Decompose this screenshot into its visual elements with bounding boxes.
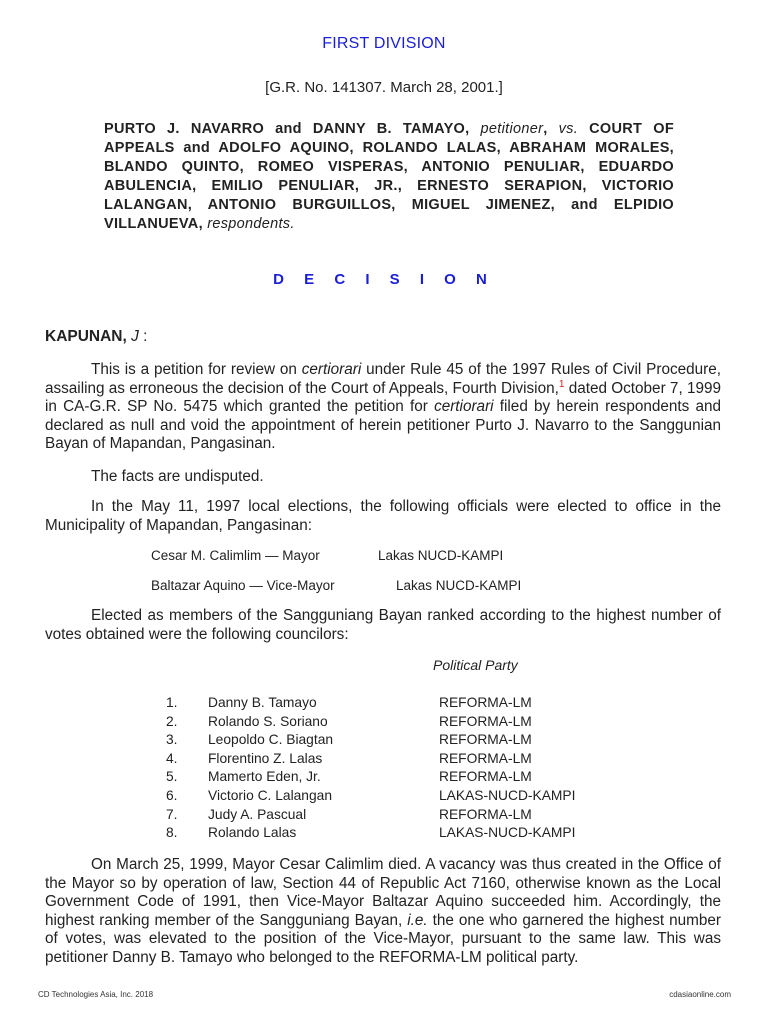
respondent-role: respondents. xyxy=(207,216,295,232)
paragraph-text: This is a petition for review on xyxy=(91,361,302,378)
councilor-party: REFORMA-LM xyxy=(439,769,532,785)
rank-cell: 1. xyxy=(166,695,178,710)
councilor-party: REFORMA-LM xyxy=(439,806,532,822)
councilor-name: Rolando S. Soriano xyxy=(208,713,328,729)
table-row xyxy=(160,768,639,787)
rank-cell: 7. xyxy=(166,806,178,822)
councilor-party: REFORMA-LM xyxy=(439,695,532,710)
councilors-table xyxy=(160,694,639,843)
petitioner-role: petitioner xyxy=(480,121,544,137)
table-row xyxy=(160,713,639,732)
paragraph-emphasis: certiorari xyxy=(434,398,494,416)
paragraph-text: On March 25, 1999, Mayor Cesar Calimlim died. A vacancy was thus created in the Office of the Mayor so by operation of law, Section 44 of Republic Act 7160, otherwise known as the Local Government Code of 1991, then Vice-Mayor Baltazar Aquino succeeded him. Accordingly, the highest ranking member of the Sangguniang Bayan, xyxy=(45,856,721,929)
rank-cell: 5. xyxy=(166,769,178,785)
rank-cell: 6. xyxy=(166,787,178,803)
rank-cell: 3. xyxy=(166,732,178,748)
table-row xyxy=(160,824,639,843)
petitioners-names: PURTO J. NAVARRO and DANNY B. TAMAYO, xyxy=(104,121,470,137)
councilor-party: LAKAS-NUCD-KAMPI xyxy=(439,825,576,841)
ponente-title: J xyxy=(131,328,139,345)
paragraph-text: the one who garnered the highest number of votes, was elevated to the position of the Vice-Mayor, pursuant to the same law. This was petitioner Danny B. Tamayo who belonged to the REFORMA-LM political party. xyxy=(45,911,721,966)
councilor-name: Florentino Z. Lalas xyxy=(208,750,323,766)
paragraph-elections: In the May 11, 1997 local elections, the following officials were elected to office in the Municipality of Mapandan, Pangasinan: xyxy=(45,498,721,534)
footer-copyright: CD Technologies Asia, Inc. 2018 xyxy=(38,990,154,999)
official-party: Lakas NUCD-KAMPI xyxy=(378,548,504,563)
table-row xyxy=(160,731,639,750)
table-row xyxy=(160,750,639,769)
versus-label: vs. xyxy=(558,121,579,137)
case-parties: PURTO J. NAVARRO and DANNY B. TAMAYO, petitioner, vs. COURT OF APPEALS and ADOLFO AQUINO, ROLANDO LALAS, ABRAHAM MORALES, BLANDO QUINTO, ROMEO VISPERAS, ANTONIO PENULIAR, EDUARDO ABULENCIA, EMILIO PENULIAR, JR., ERNESTO SERAPION, VICTORIO LALANGAN, ANTONIO BURGUILLOS, MIGUEL JIMENEZ, and ELPIDIO VILLANUEVA, respondents. xyxy=(104,121,674,232)
official-party: Lakas NUCD-KAMPI xyxy=(396,578,522,593)
case-number: [G.R. No. 141307. March 28, 2001.] xyxy=(265,79,503,96)
footer-website[interactable]: cdasiaonline.com xyxy=(669,990,731,999)
ponente-name: KAPUNAN, xyxy=(45,328,127,345)
table-row xyxy=(160,787,639,806)
political-party-header: Political Party xyxy=(433,657,518,673)
decision-heading: D E C I S I O N xyxy=(273,271,495,288)
paragraph-emphasis: i.e. xyxy=(407,911,428,929)
official-row-vice-mayor xyxy=(151,578,522,593)
rank-cell: 8. xyxy=(166,825,178,841)
paragraph-emphasis: certiorari xyxy=(301,361,362,378)
paragraph-text: under Rule 45 of the 1997 Rules of Civil Procedure, assailing as erroneous the decision of the Court of Appeals, Fourth Division, xyxy=(45,361,721,397)
respondents-names: COURT OF APPEALS and ADOLFO AQUINO, ROLANDO LALAS, ABRAHAM MORALES, BLANDO QUINTO, ROMEO VISPERAS, ANTONIO PENULIAR, EDUARDO ABULENCIA, EMILIO PENULIAR, JR., ERNESTO SERAPION, VICTORIO LALANGAN, ANTONIO BURGUILLOS, MIGUEL JIMENEZ, and ELPIDIO VILLANUEVA, xyxy=(104,121,674,232)
councilor-name: Mamerto Eden, Jr. xyxy=(208,769,321,785)
footnote-link[interactable]: 1 xyxy=(558,378,565,390)
paragraph-facts: The facts are undisputed. xyxy=(91,468,264,485)
paragraph-petition xyxy=(45,361,721,454)
councilor-party: REFORMA-LM xyxy=(439,750,532,766)
paragraph-text: dated October 7, 1999 in CA-G.R. SP No. 5475 which granted the petition for xyxy=(45,379,721,416)
paragraph-text: filed by herein respondents and declared as null and void the appointment of herein petitioner Purto J. Navarro to the Sanggunian Bayan of Mapandan, Pangasinan. xyxy=(45,398,721,453)
division-heading: FIRST DIVISION xyxy=(322,35,446,52)
ponente-line xyxy=(45,328,148,346)
official-row-mayor xyxy=(151,548,504,563)
official-name: Cesar M. Calimlim — Mayor xyxy=(151,548,320,563)
official-name: Baltazar Aquino — Vice-Mayor xyxy=(151,578,335,593)
councilor-party: REFORMA-LM xyxy=(439,732,532,748)
councilor-name: Judy A. Pascual xyxy=(208,806,307,822)
paragraph-vacancy xyxy=(45,856,721,968)
councilor-party: REFORMA-LM xyxy=(439,713,532,729)
table-row xyxy=(160,694,639,713)
councilor-name: Rolando Lalas xyxy=(208,825,297,841)
paragraph-councilors-intro: Elected as members of the Sangguniang Bayan ranked according to the highest number of votes obtained were the following councilors: xyxy=(45,607,721,643)
rank-cell: 2. xyxy=(166,713,178,729)
table-row xyxy=(160,806,639,825)
rank-cell: 4. xyxy=(166,750,178,766)
councilor-party: LAKAS-NUCD-KAMPI xyxy=(439,787,576,803)
councilor-name: Danny B. Tamayo xyxy=(208,695,317,710)
ponente-suffix: : xyxy=(138,328,148,345)
councilor-name: Leopoldo C. Biagtan xyxy=(208,732,334,748)
councilor-name: Victorio C. Lalangan xyxy=(208,787,332,803)
